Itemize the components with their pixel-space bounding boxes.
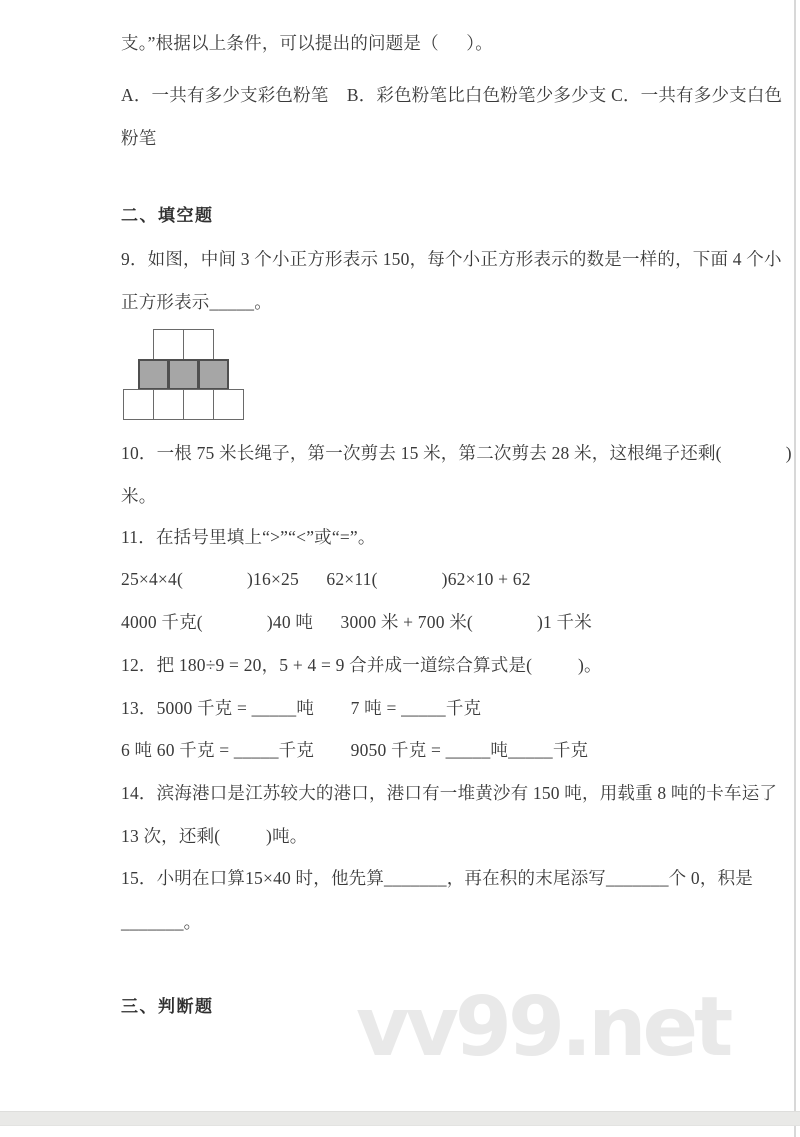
- section-judge-header: 三、判断题: [121, 997, 214, 1016]
- stacked-squares-figure: [123, 329, 253, 423]
- q12-line: 12．把 180÷9 = 20，5 + 4 = 9 合并成一道综合算式是( )。: [121, 655, 602, 675]
- q9-line1: 9．如图，中间 3 个小正方形表示 150，每个小正方形表示的数是一样的，下面 4 个小: [121, 249, 782, 269]
- q14-line1: 14．滨海港口是江苏较大的港口，港口有一堆黄沙有 150 吨，用载重 8 吨的卡车运了: [121, 783, 778, 803]
- q10-line1: 10．一根 75 米长绳子，第一次剪去 15 米，第二次剪去 28 米，这根绳子还剩( ): [121, 443, 792, 463]
- shaded-square: [168, 359, 199, 390]
- blank-square: [153, 329, 184, 360]
- q9-line2: 正方形表示_____。: [121, 292, 272, 312]
- page-right-border: [794, 0, 796, 1137]
- q15-line2: _______。: [121, 912, 202, 932]
- q13-row1: 13．5000 千克 = _____吨 7 吨 = _____千克: [121, 698, 482, 718]
- q8-stem-tail-line: 支。”根据以上条件，可以提出的问题是（ ）。: [121, 33, 493, 53]
- q14-line2: 13 次，还剩( )吨。: [121, 826, 308, 846]
- shaded-square: [138, 359, 169, 390]
- blank-square: [123, 389, 154, 420]
- q15-line1: 15．小明在口算15×40 时，他先算_______，再在积的末尾添写_______个 0，积是: [121, 868, 753, 888]
- watermark: vv99.net: [356, 980, 730, 1075]
- q11-compare-row1: 25×4×4( )16×25 62×11( )62×10 + 62: [121, 569, 531, 589]
- page-gap-band: [0, 1111, 800, 1126]
- shaded-square: [198, 359, 229, 390]
- blank-square: [183, 329, 214, 360]
- q11-intro-line: 11．在括号里填上“>”“<”或“=”。: [121, 527, 376, 547]
- q10-line2: 米。: [121, 486, 157, 506]
- blank-square: [183, 389, 214, 420]
- q11-compare-row2: 4000 千克( )40 吨 3000 米 + 700 米( )1 千米: [121, 612, 592, 632]
- section-fill-in-header: 二、填空题: [121, 206, 214, 225]
- q8-options-line: A．一共有多少支彩色粉笔 B．彩色粉笔比白色粉笔少多少支 C．一共有多少支白色: [121, 85, 783, 105]
- blank-square: [213, 389, 244, 420]
- blank-square: [153, 389, 184, 420]
- q8-options-wrap-line: 粉笔: [121, 128, 157, 148]
- q13-row2: 6 吨 60 千克 = _____千克 9050 千克 = _____吨_____千克: [121, 740, 589, 760]
